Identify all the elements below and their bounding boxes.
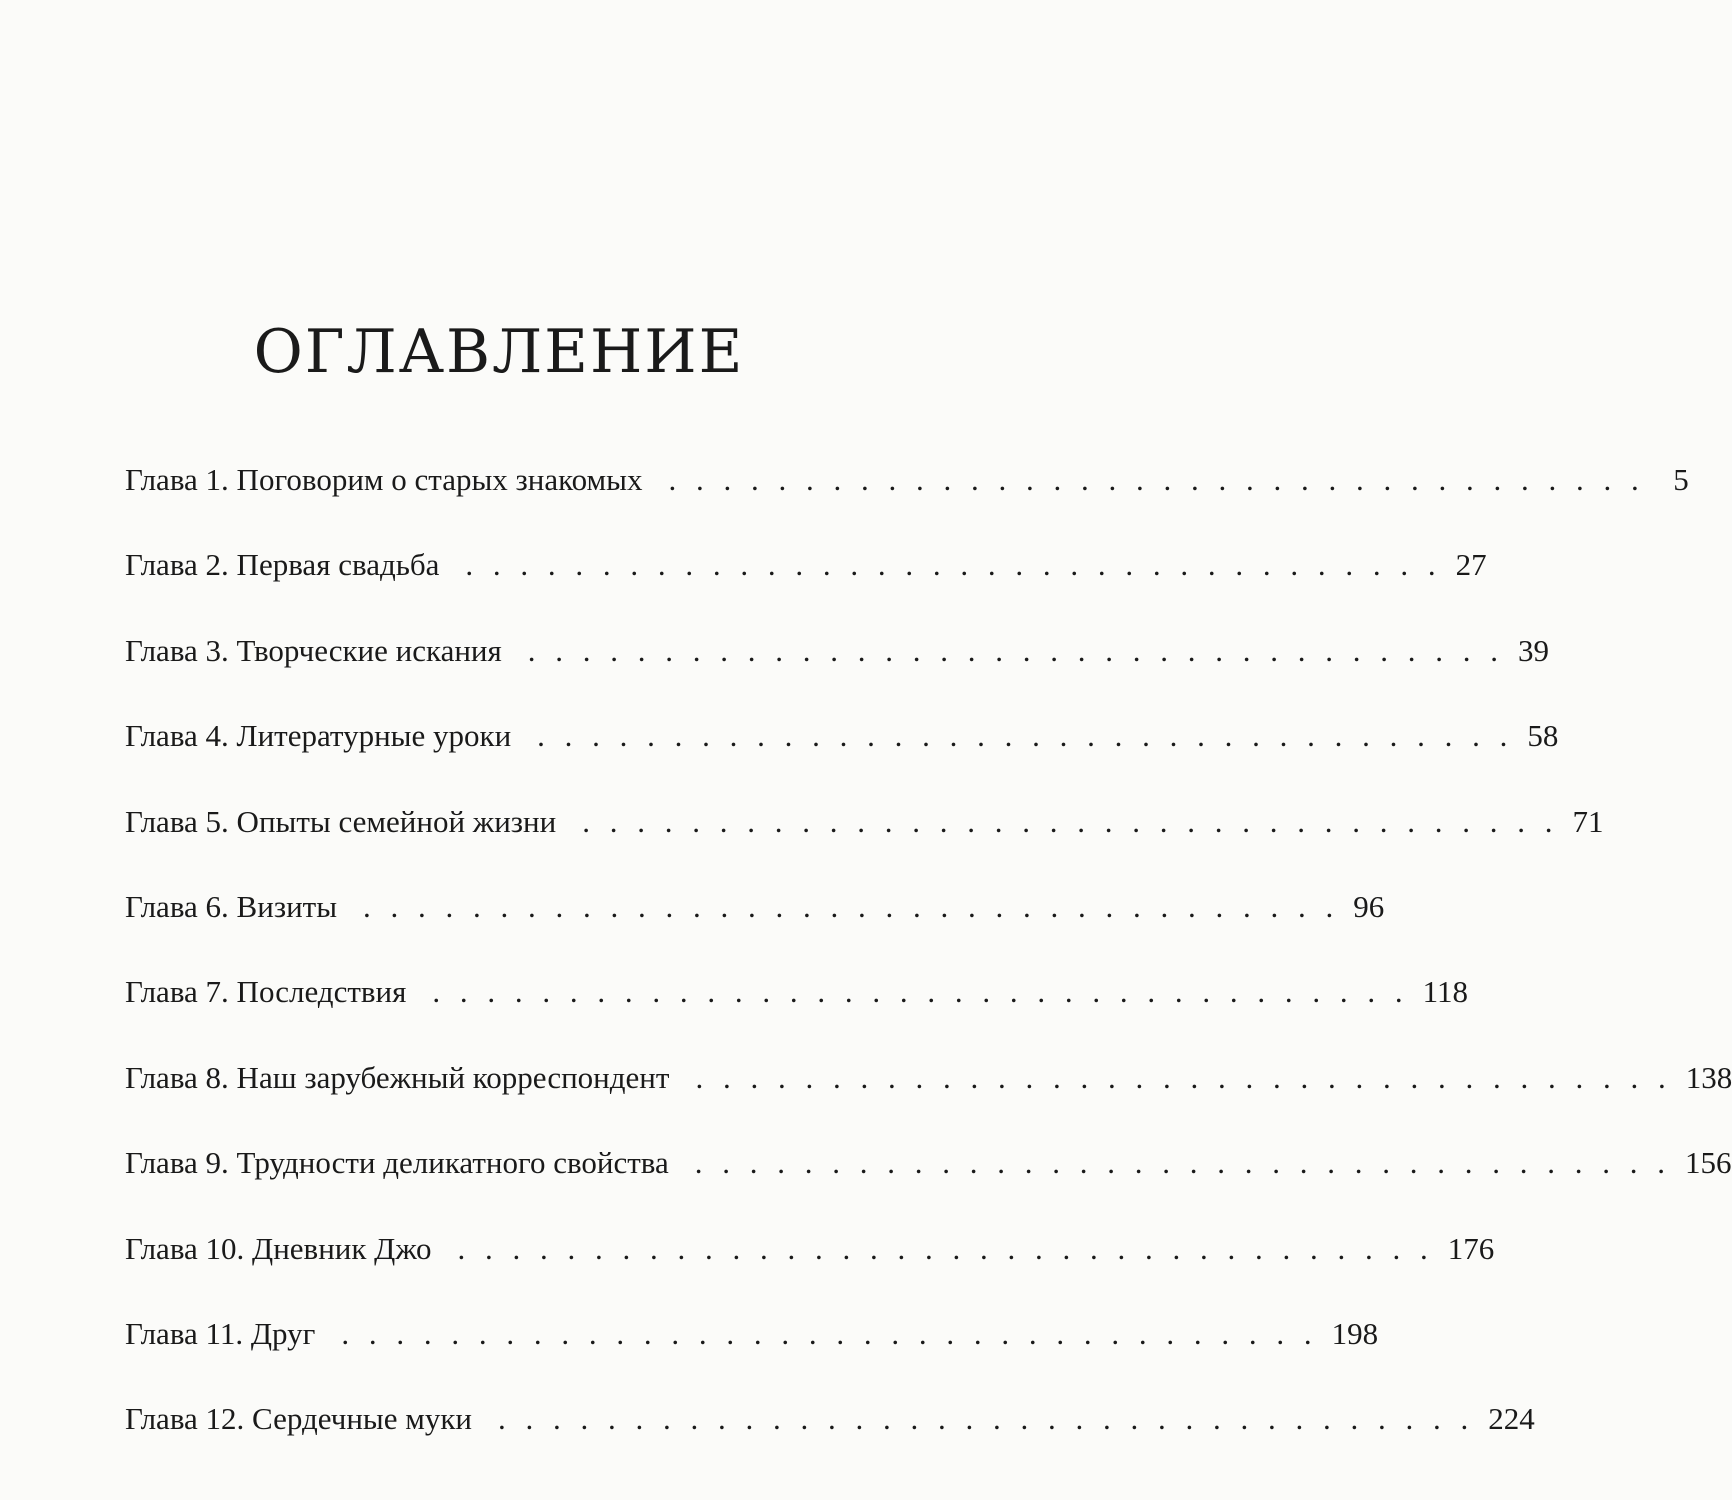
page-title: ОГЛАВЛЕНИЕ xyxy=(253,317,745,388)
toc-entry xyxy=(125,718,1559,803)
toc-entry-page: 118 xyxy=(1422,974,1468,1010)
toc-entry-label: Глава 3. Творческие искания xyxy=(125,632,502,668)
toc-entry xyxy=(125,1401,1535,1486)
toc-entry-label: Глава 6. Визиты xyxy=(125,888,338,924)
table-of-contents xyxy=(125,462,1732,1487)
toc-entry xyxy=(125,1145,1732,1230)
toc-entry xyxy=(125,888,1385,974)
dot-leader: . . . . . . . . . . . . . . . . . . . . . . . . . . . . . . . . . . . . xyxy=(432,974,1409,1010)
dot-leader: . . . . . . . . . . . . . . . . . . . . . . . . . . . . . . . . . . . . xyxy=(363,888,1340,924)
dot-leader: . . . . . . . . . . . . . . . . . . . . . . . . . . . . . . . . . . . . xyxy=(668,462,1645,497)
toc-entry-label: Глава 4. Литературные уроки xyxy=(125,718,512,754)
dot-leader: . . . . . . . . . . . . . . . . . . . . . . . . . . . . . . . . . . . . xyxy=(537,718,1514,754)
toc-entry-label: Глава 1. Поговорим о старых знакомых xyxy=(125,462,643,497)
toc-entry xyxy=(125,1315,1379,1401)
toc-entry-page: 5 xyxy=(1673,462,1689,497)
dot-leader: . . . . . . . . . . . . . . . . . . . . . . . . . . . . . . . . . . . . xyxy=(457,1230,1434,1266)
toc-entry xyxy=(125,462,1689,547)
toc-entry-label: Глава 8. Наш зарубежный корреспондент xyxy=(125,1059,670,1095)
toc-entry-page: 156 xyxy=(1685,1145,1732,1181)
dot-leader: . . . . . . . . . . . . . . . . . . . . . . . . . . . . . . . . . . . . xyxy=(694,1145,1672,1181)
dot-leader: . . . . . . . . . . . . . . . . . . . . . . . . . . . . . . . . . . . . xyxy=(341,1315,1318,1351)
toc-entry-label: Глава 5. Опыты семейной жизни xyxy=(125,803,557,839)
dot-leader: . . . . . . . . . . . . . . . . . . . . . . . . . . . . . . . . . . . . xyxy=(695,1059,1672,1095)
dot-leader: . . . . . . . . . . . . . . . . . . . . . . . . . . . . . . . . . . . . xyxy=(498,1401,1475,1437)
toc-entry-page: 39 xyxy=(1518,632,1550,668)
toc-entry xyxy=(125,803,1604,889)
toc-entry-label: Глава 11. Друг xyxy=(125,1315,316,1351)
toc-entry-page: 58 xyxy=(1527,718,1559,754)
toc-entry xyxy=(125,632,1550,718)
dot-leader: . . . . . . . . . . . . . . . . . . . . . . . . . . . . . . . . . . . . xyxy=(582,803,1559,839)
toc-entry-page: 71 xyxy=(1572,803,1604,839)
toc-entry xyxy=(125,547,1487,632)
dot-leader: . . . . . . . . . . . . . . . . . . . . . . . . . . . . . . . . . . . . xyxy=(465,547,1442,583)
toc-entry-page: 198 xyxy=(1331,1315,1379,1351)
toc-entry xyxy=(125,974,1468,1059)
toc-entry-label: Глава 9. Трудности деликатного свойства xyxy=(125,1145,669,1181)
toc-entry-page: 176 xyxy=(1447,1230,1495,1266)
toc-entry-page: 27 xyxy=(1455,547,1487,583)
toc-entry-label: Глава 12. Сердечные муки xyxy=(125,1401,473,1437)
toc-entry xyxy=(125,1230,1495,1316)
dot-leader: . . . . . . . . . . . . . . . . . . . . . . . . . . . . . . . . . . . . xyxy=(527,632,1505,668)
toc-entry-label: Глава 7. Последствия xyxy=(125,974,407,1010)
toc-entry-label: Глава 10. Дневник Джо xyxy=(125,1230,432,1266)
toc-entry xyxy=(125,1059,1732,1145)
toc-entry-page: 96 xyxy=(1353,888,1385,924)
toc-entry-label: Глава 2. Первая свадьба xyxy=(125,547,440,583)
toc-entry-page: 224 xyxy=(1488,1401,1535,1437)
toc-entry-page: 138 xyxy=(1685,1059,1732,1095)
